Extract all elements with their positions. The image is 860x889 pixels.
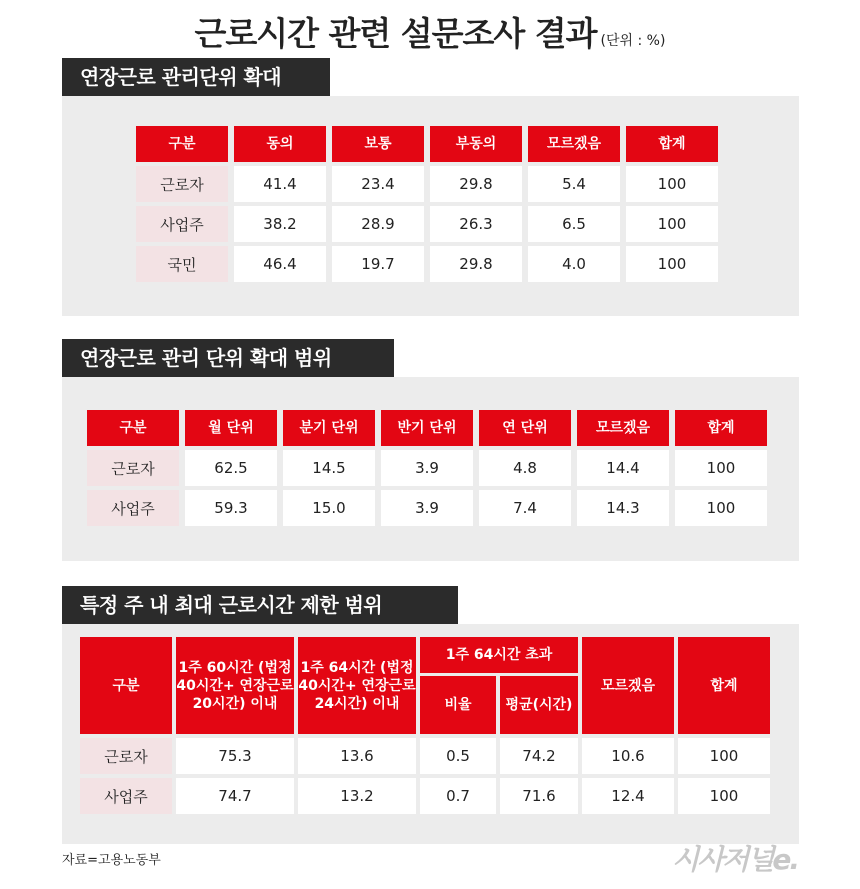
section1-value-cell: 26.3 <box>430 206 522 242</box>
section2-value-cell: 3.9 <box>381 490 473 526</box>
section1-value-cell: 46.4 <box>234 246 326 282</box>
section2-value-cell: 100 <box>675 490 767 526</box>
section1-value-cell: 41.4 <box>234 166 326 202</box>
page-title <box>0 8 860 55</box>
section3-value-cell: 13.6 <box>298 738 416 774</box>
section1-value-cell: 29.8 <box>430 166 522 202</box>
section2-value-cell: 15.0 <box>283 490 375 526</box>
section3-value-cell: 74.2 <box>500 738 578 774</box>
section3-value-cell: 100 <box>678 738 770 774</box>
section2-value-cell: 14.3 <box>577 490 669 526</box>
section1-value-cell: 5.4 <box>528 166 620 202</box>
section3-header-64h: 1주 64시간 (법정40시간+ 연장근로24시간) 이내 <box>298 637 416 734</box>
section1-header-cell: 보통 <box>332 126 424 162</box>
section2-header-cell: 연 단위 <box>479 410 571 446</box>
section2-value-cell: 4.8 <box>479 450 571 486</box>
section1-header-cell: 구분 <box>136 126 228 162</box>
source-note: 자료=고용노동부 <box>62 853 161 868</box>
section2-header-cell: 구분 <box>87 410 179 446</box>
section1-row-label: 근로자 <box>136 166 228 202</box>
section3-header-category: 구분 <box>80 637 172 734</box>
section3-value-cell: 74.7 <box>176 778 294 814</box>
section2-value-cell: 7.4 <box>479 490 571 526</box>
section2-header-cell: 분기 단위 <box>283 410 375 446</box>
section3-value-cell: 71.6 <box>500 778 578 814</box>
section1-value-cell: 4.0 <box>528 246 620 282</box>
title-text: 근로시간 관련 설문조사 결과 <box>194 14 597 53</box>
section1-row-label: 국민 <box>136 246 228 282</box>
section2-heading: 연장근로 관리 단위 확대 범위 <box>62 339 394 377</box>
section3-value-cell: 0.5 <box>420 738 496 774</box>
section3-row-label: 근로자 <box>80 738 172 774</box>
section3-value-cell: 12.4 <box>582 778 674 814</box>
section2-value-cell: 59.3 <box>185 490 277 526</box>
section2-value-cell: 14.5 <box>283 450 375 486</box>
section2-row-label: 사업주 <box>87 490 179 526</box>
section1-value-cell: 38.2 <box>234 206 326 242</box>
section3-value-cell: 100 <box>678 778 770 814</box>
section2-header-cell: 월 단위 <box>185 410 277 446</box>
section3-header-unknown: 모르겠음 <box>582 637 674 734</box>
section3-header-over64: 1주 64시간 초과 <box>420 637 578 673</box>
section1-header-cell: 합계 <box>626 126 718 162</box>
section1-value-cell: 23.4 <box>332 166 424 202</box>
section3-header-ratio: 비율 <box>420 676 496 734</box>
section3-value-cell: 75.3 <box>176 738 294 774</box>
section3-value-cell: 13.2 <box>298 778 416 814</box>
section3-header-avg: 평균(시간) <box>500 676 578 734</box>
section1-value-cell: 100 <box>626 166 718 202</box>
section2-header-cell: 합계 <box>675 410 767 446</box>
section2-header-cell: 모르겠음 <box>577 410 669 446</box>
section2-value-cell: 100 <box>675 450 767 486</box>
section1-row-label: 사업주 <box>136 206 228 242</box>
section3-heading: 특정 주 내 최대 근로시간 제한 범위 <box>62 586 458 624</box>
section1-header-cell: 모르겠음 <box>528 126 620 162</box>
section2-header-cell: 반기 단위 <box>381 410 473 446</box>
section2-value-cell: 62.5 <box>185 450 277 486</box>
section2-value-cell: 3.9 <box>381 450 473 486</box>
section2-row-label: 근로자 <box>87 450 179 486</box>
section1-heading: 연장근로 관리단위 확대 <box>62 58 330 96</box>
section1-value-cell: 19.7 <box>332 246 424 282</box>
section1-header-cell: 부동의 <box>430 126 522 162</box>
section1-value-cell: 100 <box>626 246 718 282</box>
section3-value-cell: 10.6 <box>582 738 674 774</box>
unit-note: (단위 : %) <box>600 33 666 49</box>
section1-header-cell: 동의 <box>234 126 326 162</box>
section1-value-cell: 100 <box>626 206 718 242</box>
section3-value-cell: 0.7 <box>420 778 496 814</box>
section1-value-cell: 29.8 <box>430 246 522 282</box>
section1-value-cell: 28.9 <box>332 206 424 242</box>
section2-value-cell: 14.4 <box>577 450 669 486</box>
brand-logo: 시사저널e. <box>672 843 798 876</box>
section3-row-label: 사업주 <box>80 778 172 814</box>
section3-header-total: 합계 <box>678 637 770 734</box>
section1-value-cell: 6.5 <box>528 206 620 242</box>
section3-header-60h: 1주 60시간 (법정40시간+ 연장근로20시간) 이내 <box>176 637 294 734</box>
